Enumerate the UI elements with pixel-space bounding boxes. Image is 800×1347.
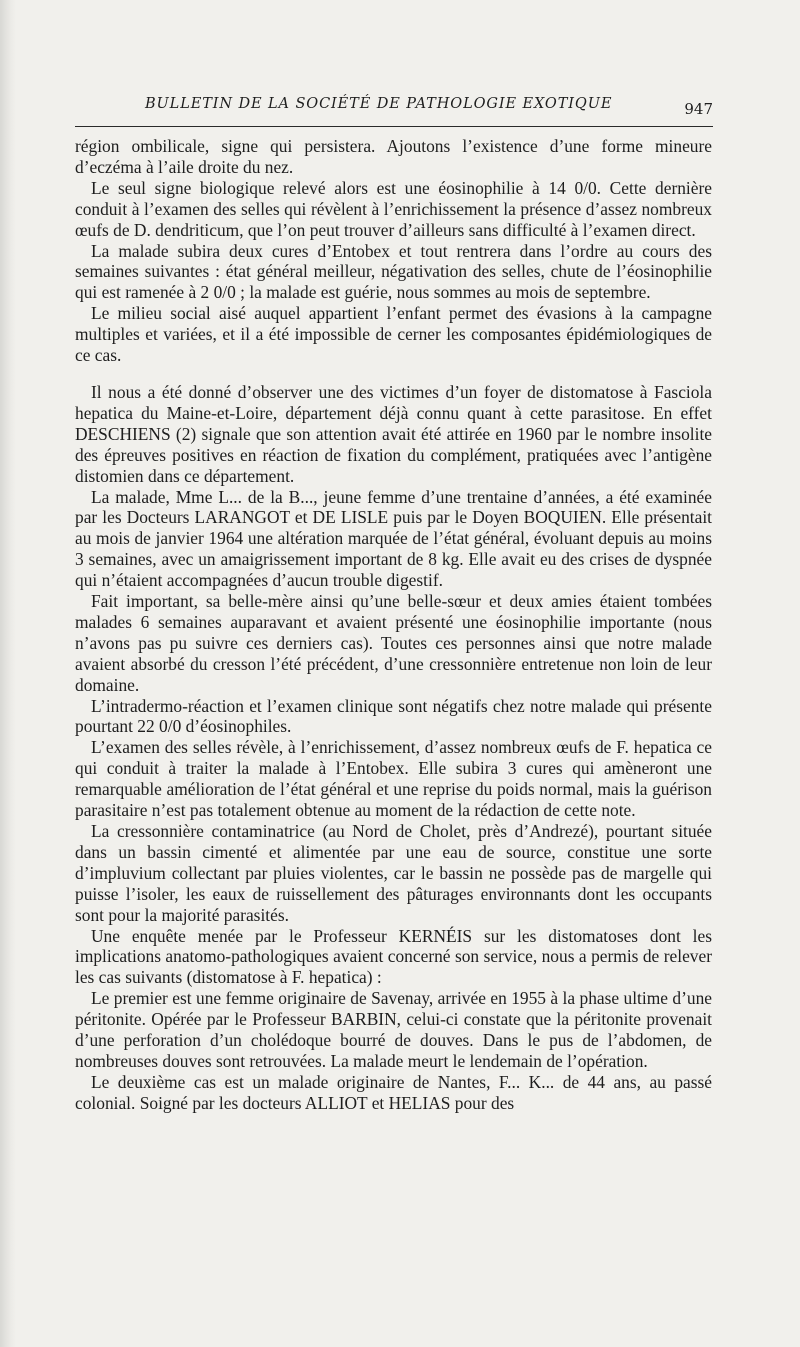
paragraph: Il nous a été donné d’observer une des victimes d’un foyer de distomatose à Fasciola hepatica du Maine-et-Loire, département déjà connu quant à cette parasitose. En effet DESCHIENS (2) signale que son attention avait été attirée en 1960 par le nombre insolite des épreuves positives en réaction de fixation du complément, pratiquées avec l’antigène distomien dans ce département. xyxy=(75,381,712,486)
page-number: 947 xyxy=(684,100,713,118)
paragraph: Le milieu social aisé auquel appartient l’enfant permet des évasions à la campagne multiples et variées, et il a été impossible de cerner les composantes épidémiologiques de ce cas. xyxy=(75,303,712,366)
paragraph: Le premier est une femme originaire de Savenay, arrivée en 1955 à la phase ultime d’une péritonite. Opérée par le Professeur BARBIN, celui-ci constate que la péritonite provenait d’une perforation d’un cholédoque bourré de douves. Dans le pus de l’abdomen, de nombreuses douves sont retrouvées. La malade meurt le lendemain de l’opération. xyxy=(75,988,712,1071)
header-rule xyxy=(75,126,713,127)
paragraph: La malade, Mme L... de la B..., jeune femme d’une trentaine d’années, a été examinée par les Docteurs LARANGOT et DE LISLE puis par le Doyen BOQUIEN. Elle présentait au mois de janvier 1964 une altération marquée de l’état général, évoluant depuis au moins 3 semaines, avec un amaigrissement important de 8 kg. Elle avait eu des crises de dyspnée qui n’étaient accompagnées d’aucun trouble digestif. xyxy=(75,486,712,591)
paragraph: Le deuxième cas est un malade originaire de Nantes, F... K... de 44 ans, au passé colonial. Soigné par les docteurs ALLIOT et HELIAS pour des xyxy=(75,1071,712,1113)
paragraph: région ombilicale, signe qui persistera. Ajoutons l’existence d’une forme mineure d’eczéma à l’aile droite du nez. xyxy=(75,136,712,177)
paragraph: L’intradermo-réaction et l’examen clinique sont négatifs chez notre malade qui présente pourtant 22 0/0 d’éosinophiles. xyxy=(75,695,712,737)
paragraph: Fait important, sa belle-mère ainsi qu’une belle-sœur et deux amies étaient tombées malades 6 semaines auparavant et avaient présenté une éosinophilie importante (nous n’avons pas pu suivre ces derniers cas). Toutes ces personnes ainsi que notre malade avaient absorbé du cresson l’été précédent, d’une cressonnière entretenue non loin de leur domaine. xyxy=(75,591,712,695)
running-title: BULLETIN DE LA SOCIÉTÉ DE PATHOLOGIE EXOTIQUE xyxy=(145,96,613,112)
paragraph: Le seul signe biologique relevé alors est une éosinophilie à 14 0/0. Cette dernière conduit à l’examen des selles qui révèlent à l’enrichissement la présence d’assez nombreux œufs de D. dendriticum, que l’on peut trouver d’ailleurs sans difficulté à l’examen direct. xyxy=(75,177,712,240)
paragraph: La cressonnière contaminatrice (au Nord de Cholet, près d’Andrezé), pourtant située dans un bassin cimenté et alimentée par une eau de source, constitue une sorte d’impluvium collectant par pluies violentes, car le bassin ne possède pas de margelle qui puisse l’isoler, les eaux de ruissellement des pâturages environnants dont les occupants sont pour la majorité parasités. xyxy=(75,821,712,925)
article-body xyxy=(75,136,712,1114)
paragraph: L’examen des selles révèle, à l’enrichissement, d’assez nombreux œufs de F. hepatica ce qui conduit à traiter la malade à l’Entobex. Elle subira 3 cures qui amèneront une remarquable amélioration de l’état général et une reprise du poids normal, mais la guérison parasitaire n’est pas totalement obtenue au moment de la rédaction de cette note. xyxy=(75,737,712,821)
paragraph: La malade subira deux cures d’Entobex et tout rentrera dans l’ordre au cours des semaines suivantes : état général meilleur, négativation des selles, chute de l’éosinophilie qui est ramenée à 2 0/0 ; la malade est guérie, nous sommes au mois de septembre. xyxy=(75,240,712,303)
paragraph: Une enquête menée par le Professeur KERNÉIS sur les distomatoses dont les implications anatomo-pathologiques avaient concerné son service, nous a permis de relever les cas suivants (distomatose à F. hepatica) : xyxy=(75,925,712,988)
page-header xyxy=(145,96,715,122)
page-spine-shadow xyxy=(0,0,16,1347)
